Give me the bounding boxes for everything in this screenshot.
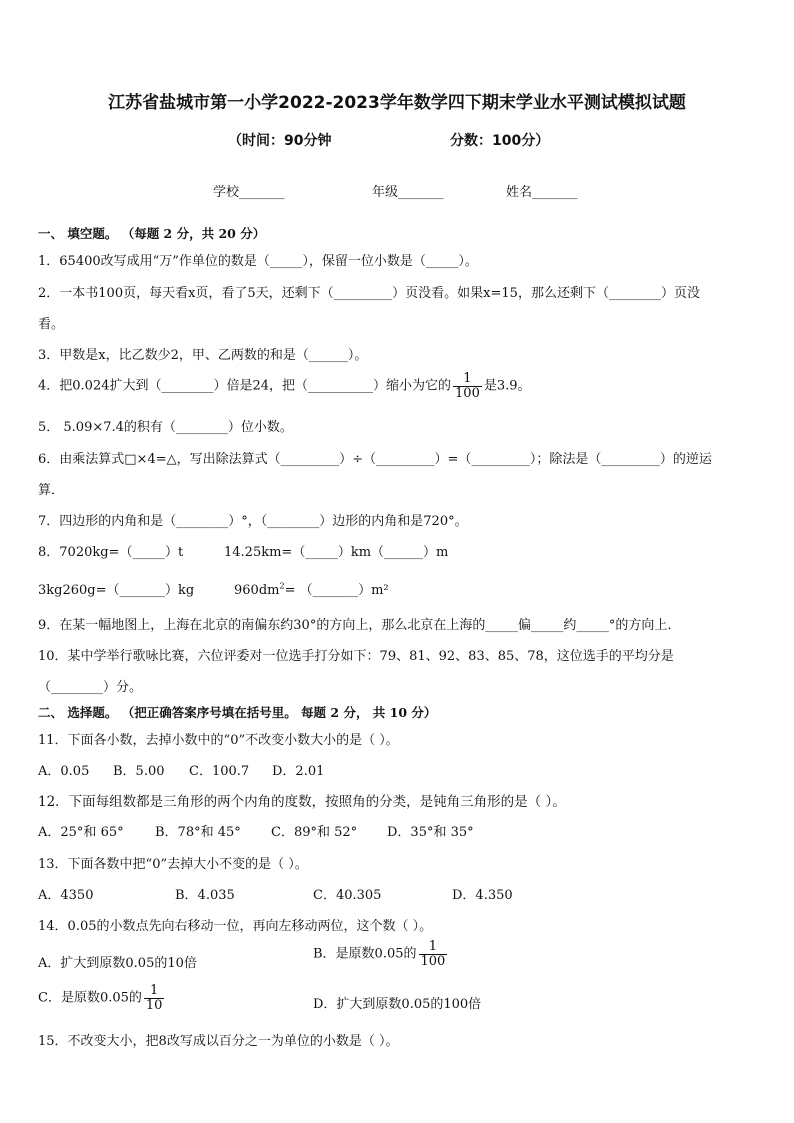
fraction: $\frac{1}{100}$: [420, 939, 446, 969]
question-6-line2: 算．: [38, 483, 65, 498]
q12-option-d: D．35°和 35°: [387, 825, 474, 840]
question-8-part4: $960dm^2=$ （_______）m²: [234, 581, 389, 598]
fraction: $\frac{1}{100}$: [455, 371, 480, 401]
q12-option-a: A．25°和 65°: [38, 825, 124, 840]
name-field: 姓名_______: [506, 185, 578, 200]
q13-option-c: C．40.305: [313, 888, 382, 903]
q13-option-b: B．4.035: [175, 888, 235, 903]
q12-option-b: B．78°和 45°: [155, 825, 241, 840]
school-field: 学校_______: [213, 185, 285, 200]
question-1: 1．65400改写成用“万”作单位的数是（_____），保留一位小数是（_____）。: [38, 254, 478, 269]
q12-option-c: C．89°和 52°: [271, 825, 358, 840]
q14-option-d: D．扩大到原数0.05的100倍: [313, 997, 482, 1012]
q14-option-b: B．是原数0.05的 $\frac{1}{100}$: [313, 939, 446, 969]
q13-option-d: D．4.350: [452, 888, 513, 903]
q14-option-a: A．扩大到原数0.05的10倍: [38, 956, 197, 971]
q11-option-d: D．2.01: [272, 764, 325, 779]
question-10-line2: （________）分。: [38, 680, 143, 695]
question-4: [38, 372, 531, 400]
question-11: 11．下面各小数，去掉小数中的“0”不改变小数大小的是（ ）。: [38, 733, 399, 748]
question-8-part2: 14.25km=（_____）km（______）m: [224, 545, 449, 560]
grade-field: 年级_______: [372, 185, 444, 200]
question-4-before: 4．把0.024扩大到（________）倍是24，把（__________）缩小为它的: [38, 378, 452, 394]
question-9: 9．在某一幅地图上，上海在北京的南偏东约30°的方向上，那么北京在上海的_____偏_____约_____°的方向上．: [38, 618, 681, 633]
question-8-part1: 8．7020kg=（_____）t: [38, 545, 184, 560]
section-fill-blank-title: 一、 填空题。 （每题 2 分，共 20 分）: [38, 226, 266, 241]
fraction: $\frac{1}{10}$: [145, 983, 163, 1013]
q13-option-a: A．4350: [38, 888, 94, 903]
question-2-line1: 2．一本书100页，每天看x页，看了5天，还剩下（_________）页没看。如果x=15，那么还剩下（________）页没: [38, 286, 700, 301]
q11-option-c: C．100.7: [189, 764, 250, 779]
question-14: 14．0.05的小数点先向右移动一位，再向左移动两位，这个数（ ）。: [38, 919, 433, 934]
question-13: 13．下面各数中把“0”去掉大小不变的是（ ）。: [38, 857, 308, 872]
question-4-after: 是3.9。: [483, 378, 531, 394]
question-2-line2: 看。: [38, 317, 65, 332]
question-7: 7．四边形的内角和是（________）°，（________）边形的内角和是720°。: [38, 514, 468, 529]
question-15: 15．不改变大小，把8改写成以百分之一为单位的小数是（ ）。: [38, 1034, 399, 1049]
q11-option-b: B．5.00: [113, 764, 165, 779]
question-5: 5． 5.09×7.4的积有（________）位小数。: [38, 420, 293, 435]
exam-title: 江苏省盐城市第一小学2022-2023学年数学四下期末学业水平测试模拟试题: [108, 93, 686, 113]
question-10-line1: 10．某中学举行歌咏比赛，六位评委对一位选手打分如下：79、81、92、83、85、78，这位选手的平均分是: [38, 649, 674, 664]
section-choice-title: 二、 选择题。 （把正确答案序号填在括号里。 每题 2 分， 共 10 分）: [38, 705, 437, 720]
q14-option-c: C．是原数0.05的 $\frac{1}{10}$: [38, 983, 163, 1013]
question-3: 3．甲数是x，比乙数少2，甲、乙两数的和是（______）。: [38, 348, 368, 363]
exam-score: 分数：100分）: [450, 133, 550, 149]
question-8-part3: 3kg260g=（_______）kg: [38, 583, 195, 598]
q11-option-a: A．0.05: [38, 764, 90, 779]
question-6-line1: 6．由乘法算式□×4=△，写出除法算式（_________）÷（_________）=（_________）；除法是（_________）的逆运: [38, 452, 712, 467]
question-12: 12．下面每组数都是三角形的两个内角的度数，按照角的分类，是钝角三角形的是（ ）。: [38, 794, 566, 810]
exam-time: （时间：90分钟: [228, 133, 332, 149]
